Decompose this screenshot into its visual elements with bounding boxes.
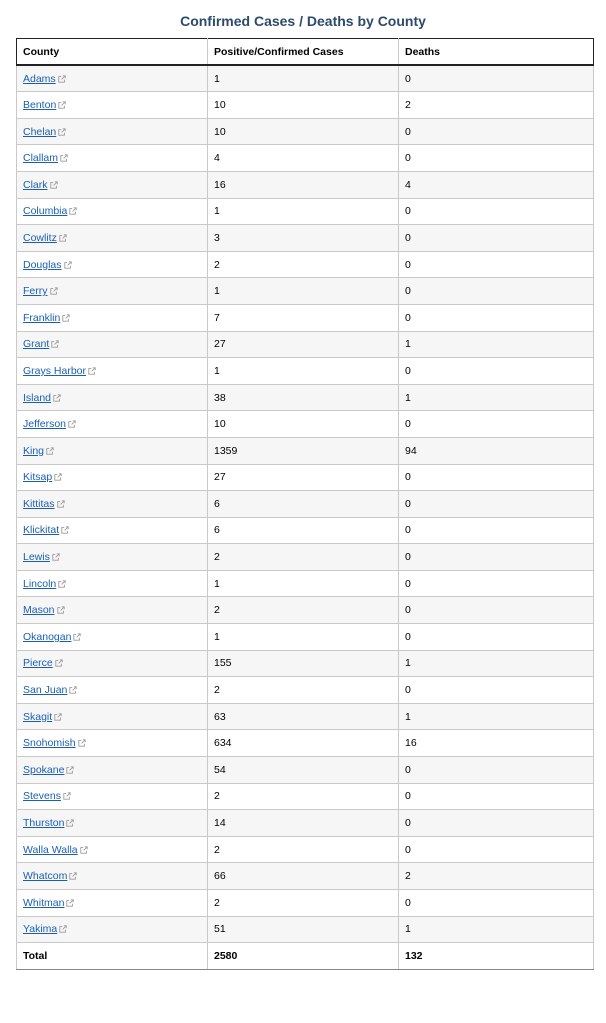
county-cell: [17, 624, 208, 651]
cases-cell: 1: [208, 65, 399, 92]
county-link[interactable]: Chelan: [23, 125, 57, 138]
external-link-icon: [61, 526, 69, 534]
external-link-icon: [69, 872, 77, 880]
external-link-icon: [53, 394, 61, 402]
cases-cell: 1: [208, 358, 399, 385]
deaths-cell: 0: [399, 810, 594, 837]
deaths-cell: 0: [399, 624, 594, 651]
table-row: [17, 92, 594, 119]
external-link-icon: [66, 819, 74, 827]
external-link-icon: [51, 340, 59, 348]
total-label: Total: [17, 943, 208, 970]
cases-cell: 66: [208, 863, 399, 890]
deaths-cell: 0: [399, 251, 594, 278]
table-row: [17, 411, 594, 438]
table-header-row: [17, 39, 594, 66]
external-link-icon: [66, 766, 74, 774]
total-deaths: 132: [399, 943, 594, 970]
cases-cell: 38: [208, 384, 399, 411]
cases-cell: 16: [208, 171, 399, 198]
county-cell: [17, 890, 208, 917]
table-row: [17, 517, 594, 544]
cases-cell: 2: [208, 836, 399, 863]
deaths-cell: 2: [399, 92, 594, 119]
external-link-icon: [57, 606, 65, 614]
county-link[interactable]: Kittitas: [23, 497, 55, 510]
county-link[interactable]: Grant: [23, 338, 50, 351]
table-row: [17, 650, 594, 677]
deaths-cell: 0: [399, 890, 594, 917]
deaths-cell: 0: [399, 677, 594, 704]
table-row: [17, 757, 594, 784]
county-cell: [17, 836, 208, 863]
table-row: [17, 544, 594, 571]
deaths-cell: 4: [399, 171, 594, 198]
table-row: [17, 677, 594, 704]
county-cell: [17, 863, 208, 890]
deaths-cell: 94: [399, 437, 594, 464]
external-link-icon: [57, 500, 65, 508]
county-link[interactable]: Mason: [23, 604, 55, 617]
county-link[interactable]: Jefferson: [23, 418, 66, 431]
table-row: [17, 145, 594, 172]
external-link-icon: [78, 739, 86, 747]
deaths-cell: 1: [399, 650, 594, 677]
deaths-cell: 0: [399, 464, 594, 491]
county-cell: [17, 92, 208, 119]
cases-cell: 2: [208, 890, 399, 917]
county-link[interactable]: Lincoln: [23, 577, 57, 590]
county-cell: [17, 491, 208, 518]
cases-cell: 51: [208, 916, 399, 943]
total-row: [17, 943, 594, 970]
deaths-cell: 2: [399, 863, 594, 890]
external-link-icon: [58, 75, 66, 83]
deaths-cell: 0: [399, 491, 594, 518]
county-cell: [17, 570, 208, 597]
cases-cell: 6: [208, 491, 399, 518]
county-link[interactable]: Stevens: [23, 790, 61, 803]
county-cell: [17, 225, 208, 252]
column-header-cases: Positive/Confirmed Cases: [208, 39, 399, 66]
external-link-icon: [55, 659, 63, 667]
county-link[interactable]: Benton: [23, 98, 57, 111]
external-link-icon: [58, 128, 66, 136]
external-link-icon: [80, 846, 88, 854]
deaths-cell: 0: [399, 517, 594, 544]
external-link-icon: [46, 447, 54, 455]
county-link[interactable]: Okanogan: [23, 630, 72, 643]
county-cell: [17, 331, 208, 358]
external-link-icon: [66, 899, 74, 907]
external-link-icon: [69, 686, 77, 694]
external-link-icon: [62, 314, 70, 322]
county-cell: [17, 171, 208, 198]
external-link-icon: [52, 553, 60, 561]
county-link[interactable]: Cowlitz: [23, 231, 57, 244]
county-link[interactable]: Lewis: [23, 551, 50, 564]
cases-cell: 10: [208, 92, 399, 119]
deaths-cell: 0: [399, 783, 594, 810]
table-row: [17, 358, 594, 385]
table-body: [17, 65, 594, 943]
deaths-cell: 0: [399, 304, 594, 331]
deaths-cell: 0: [399, 278, 594, 305]
deaths-cell: 16: [399, 730, 594, 757]
county-link[interactable]: Adams: [23, 72, 56, 85]
county-link[interactable]: Spokane: [23, 763, 65, 776]
deaths-cell: 0: [399, 411, 594, 438]
county-link[interactable]: Skagit: [23, 710, 53, 723]
cases-cell: 1359: [208, 437, 399, 464]
county-cell: [17, 730, 208, 757]
county-cases-table: [16, 38, 594, 970]
external-link-icon: [59, 234, 67, 242]
deaths-cell: 0: [399, 118, 594, 145]
external-link-icon: [60, 154, 68, 162]
cases-cell: 1: [208, 624, 399, 651]
cases-cell: 10: [208, 411, 399, 438]
table-row: [17, 730, 594, 757]
county-link[interactable]: Yakima: [23, 923, 58, 936]
county-cell: [17, 358, 208, 385]
county-link[interactable]: Snohomish: [23, 737, 76, 750]
table-row: [17, 810, 594, 837]
deaths-cell: 1: [399, 916, 594, 943]
county-cell: [17, 916, 208, 943]
total-cases: 2580: [208, 943, 399, 970]
county-cell: [17, 677, 208, 704]
county-cell: [17, 65, 208, 92]
cases-cell: 10: [208, 118, 399, 145]
cases-cell: 63: [208, 703, 399, 730]
deaths-cell: 1: [399, 703, 594, 730]
county-link[interactable]: Clallam: [23, 152, 59, 165]
county-cell: [17, 118, 208, 145]
table-row: [17, 118, 594, 145]
deaths-cell: 0: [399, 570, 594, 597]
deaths-cell: 0: [399, 544, 594, 571]
cases-cell: 155: [208, 650, 399, 677]
county-cell: [17, 278, 208, 305]
cases-cell: 2: [208, 597, 399, 624]
county-link[interactable]: Columbia: [23, 205, 68, 218]
county-link[interactable]: Grays Harbor: [23, 364, 87, 377]
county-cell: [17, 783, 208, 810]
county-link[interactable]: Ferry: [23, 285, 48, 298]
county-link[interactable]: King: [23, 444, 45, 457]
deaths-cell: 0: [399, 597, 594, 624]
cases-cell: 54: [208, 757, 399, 784]
deaths-cell: 0: [399, 836, 594, 863]
external-link-icon: [54, 473, 62, 481]
table-row: [17, 890, 594, 917]
cases-cell: 1: [208, 278, 399, 305]
external-link-icon: [73, 633, 81, 641]
county-cell: [17, 251, 208, 278]
county-cell: [17, 810, 208, 837]
table-row: [17, 198, 594, 225]
external-link-icon: [54, 713, 62, 721]
external-link-icon: [58, 101, 66, 109]
table-row: [17, 703, 594, 730]
county-cell: [17, 437, 208, 464]
table-row: [17, 384, 594, 411]
cases-cell: 4: [208, 145, 399, 172]
county-link[interactable]: Whitman: [23, 896, 65, 909]
county-cell: [17, 703, 208, 730]
deaths-cell: 0: [399, 65, 594, 92]
external-link-icon: [58, 580, 66, 588]
county-link[interactable]: Franklin: [23, 311, 61, 324]
cases-cell: 14: [208, 810, 399, 837]
table-row: [17, 171, 594, 198]
cases-cell: 7: [208, 304, 399, 331]
table-row: [17, 251, 594, 278]
county-link[interactable]: Clark: [23, 178, 48, 191]
county-link[interactable]: Kitsap: [23, 471, 53, 484]
county-link[interactable]: Klickitat: [23, 524, 60, 537]
cases-cell: 6: [208, 517, 399, 544]
deaths-cell: 0: [399, 198, 594, 225]
page-title: Confirmed Cases / Deaths by County: [180, 13, 426, 29]
external-link-icon: [50, 181, 58, 189]
column-header-county: County: [17, 39, 208, 66]
deaths-cell: 0: [399, 225, 594, 252]
county-link[interactable]: San Juan: [23, 684, 68, 697]
county-cell: [17, 198, 208, 225]
cases-cell: 27: [208, 331, 399, 358]
county-link[interactable]: Island: [23, 391, 52, 404]
table-row: [17, 225, 594, 252]
cases-cell: 1: [208, 198, 399, 225]
cases-cell: 27: [208, 464, 399, 491]
county-cell: [17, 650, 208, 677]
cases-cell: 3: [208, 225, 399, 252]
deaths-cell: 0: [399, 145, 594, 172]
county-cell: [17, 304, 208, 331]
external-link-icon: [50, 287, 58, 295]
external-link-icon: [64, 261, 72, 269]
table-row: [17, 863, 594, 890]
deaths-cell: 1: [399, 331, 594, 358]
cases-cell: 2: [208, 677, 399, 704]
table-row: [17, 783, 594, 810]
table-row: [17, 464, 594, 491]
county-cell: [17, 544, 208, 571]
county-cell: [17, 411, 208, 438]
county-cell: [17, 757, 208, 784]
cases-cell: 2: [208, 544, 399, 571]
cases-cell: 2: [208, 251, 399, 278]
external-link-icon: [69, 207, 77, 215]
cases-cell: 634: [208, 730, 399, 757]
table-row: [17, 916, 594, 943]
county-link[interactable]: Walla Walla: [23, 843, 78, 856]
table-row: [17, 491, 594, 518]
deaths-cell: 1: [399, 384, 594, 411]
external-link-icon: [88, 367, 96, 375]
county-link[interactable]: Douglas: [23, 258, 62, 271]
table-row: [17, 597, 594, 624]
table-row: [17, 624, 594, 651]
table-row: [17, 278, 594, 305]
deaths-cell: 0: [399, 757, 594, 784]
table-row: [17, 836, 594, 863]
table-row: [17, 570, 594, 597]
external-link-icon: [68, 420, 76, 428]
table-row: [17, 65, 594, 92]
external-link-icon: [63, 792, 71, 800]
county-cell: [17, 145, 208, 172]
table-row: [17, 331, 594, 358]
county-link[interactable]: Whatcom: [23, 870, 68, 883]
cases-cell: 2: [208, 783, 399, 810]
county-cell: [17, 464, 208, 491]
table-row: [17, 304, 594, 331]
county-link[interactable]: Pierce: [23, 657, 53, 670]
table-row: [17, 437, 594, 464]
county-cell: [17, 597, 208, 624]
column-header-deaths: Deaths: [399, 39, 594, 66]
county-link[interactable]: Thurston: [23, 817, 65, 830]
county-cell: [17, 384, 208, 411]
county-cell: [17, 517, 208, 544]
deaths-cell: 0: [399, 358, 594, 385]
external-link-icon: [59, 925, 67, 933]
cases-cell: 1: [208, 570, 399, 597]
